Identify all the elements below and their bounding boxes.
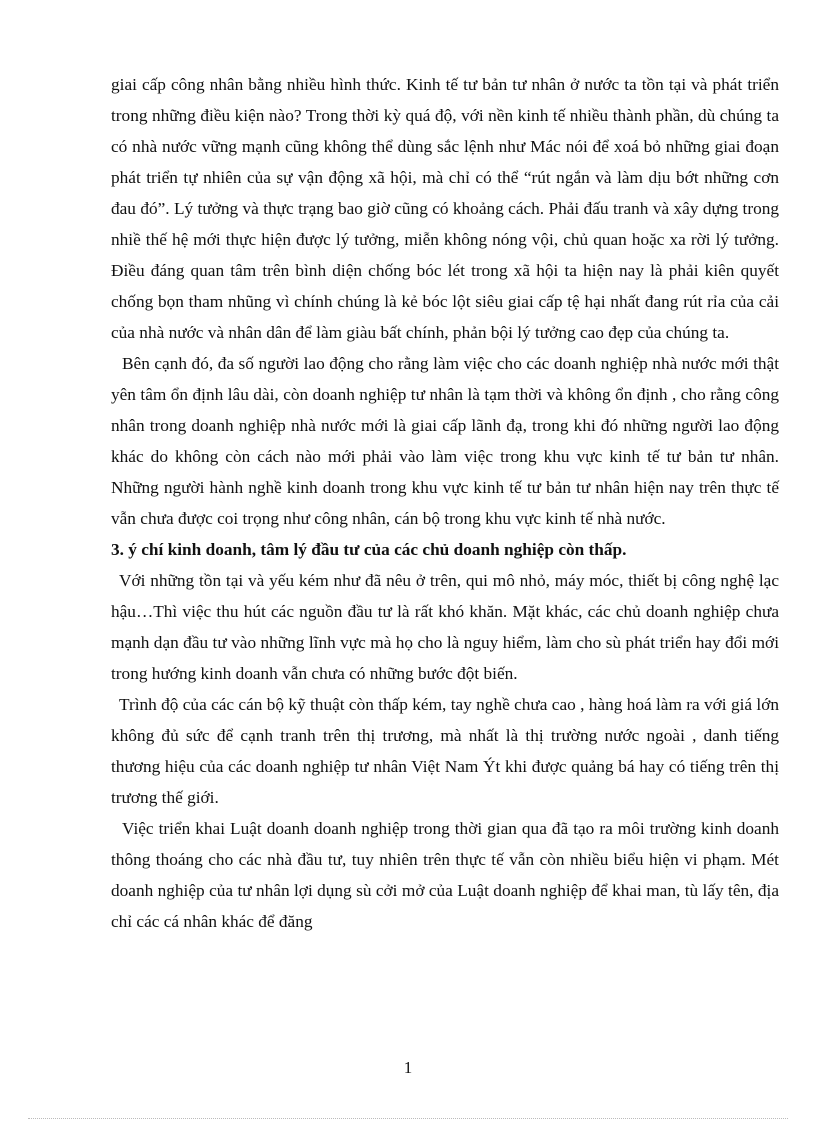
paragraph-labor: Bên cạnh đó, đa số người lao động cho rằng làm việc cho các doanh nghiệp nhà nước mới thật yên tâm ổn định lâu dài, còn doanh nghiệp tư nhân là tạm thời và không ổn định , cho rằng công nhân trong doanh nghiệp nhà nước mới là giai cấp lãnh đạ, trong khi đó những người lao động khác do không còn cách nào mới phải vào làm việc trong khu vực kinh tế tư bản tư nhân. Những người hành nghề kinh doanh trong khu vực kinh tế tư bản tư nhân hiện nay trên thực tế vẫn chưa được coi trọng như công nhân, cán bộ trong khu vực kinh tế nhà nước.	[111, 354, 779, 528]
section-heading: 3. ý chí kinh doanh, tâm lý đầu tư của các chủ doanh nghiệp còn thấp.	[111, 540, 627, 559]
paragraph-law: Việc triển khai Luật doanh doanh nghiệp trong thời gian qua đã tạo ra môi trường kinh doanh thông thoáng cho các nhà đầu tư, tuy nhiên trên thực tế vẫn còn nhiều biểu hiện vi phạm. Mét doanh nghiệp của tư nhân lợi dụng sù cởi mở của Luật doanh nghiệp để khai man, tù lấy tên, địa chỉ các cá nhân khác để đăng	[111, 819, 779, 931]
paragraph-investment: Với những tồn tại và yếu kém như đã nêu ở trên, qui mô nhỏ, máy móc, thiết bị công nghệ lạc hậu…Thì việc thu hút các nguồn đầu tư là rất khó khăn. Mặt khác, các chủ doanh nghiệp chưa mạnh dạn đầu tư vào những lĩnh vực mà họ cho là nguy hiểm, làm cho sù phát triển hay đổi mới trong hướng kinh doanh vẫn chưa có những bước đột biến.	[111, 571, 779, 683]
paragraph-skills: Trình độ của các cán bộ kỹ thuật còn thấp kém, tay nghề chưa cao , hàng hoá làm ra với giá lớn không đủ sức để cạnh tranh trên thị trương, mà nhất là thị trường nước ngoài , danh tiếng thương hiệu của các doanh nghiệp tư nhân Việt Nam Ýt khi được quảng bá hay có tiếng trên thị trương thế giới.	[111, 695, 779, 807]
page-number: 1	[403, 1058, 413, 1077]
paragraph-intro: giai cấp công nhân bằng nhiều hình thức. Kinh tế tư bản tư nhân ở nước ta tồn tại và phát triển trong những điều kiện nào? Trong thời kỳ quá độ, với nền kinh tế nhiều thành phần, dù chúng ta có nhà nước vững mạnh cũng không thể dùng sắc lệnh như Mác nói để xoá bỏ những giai đoạn phát triển tự nhiên của sự vận động xã hội, mà chỉ có thể “rút ngắn và làm dịu bớt những cơn đau đó”. Lý tưởng và thực trạng bao giờ cũng có khoảng cách. Phải đấu tranh và xây dựng trong nhiề thế hệ mới thực hiện được lý tưởng, miễn không nóng vội, chủ quan hoặc xa rời lý tưởng. Điều đáng quan tâm trên bình diện chống bóc lét trong xã hội ta hiện nay là phải kiên quyết chống bọn tham nhũng vì chính chúng là kẻ bóc lột siêu giai cấp tệ hại nhất đang rút rỉa của cải của nhà nước và nhân dân để làm giàu bất chính, phản bội lý tưởng cao đẹp của chúng ta.	[111, 75, 779, 342]
footer-divider	[28, 1118, 788, 1119]
document-body	[111, 69, 779, 937]
